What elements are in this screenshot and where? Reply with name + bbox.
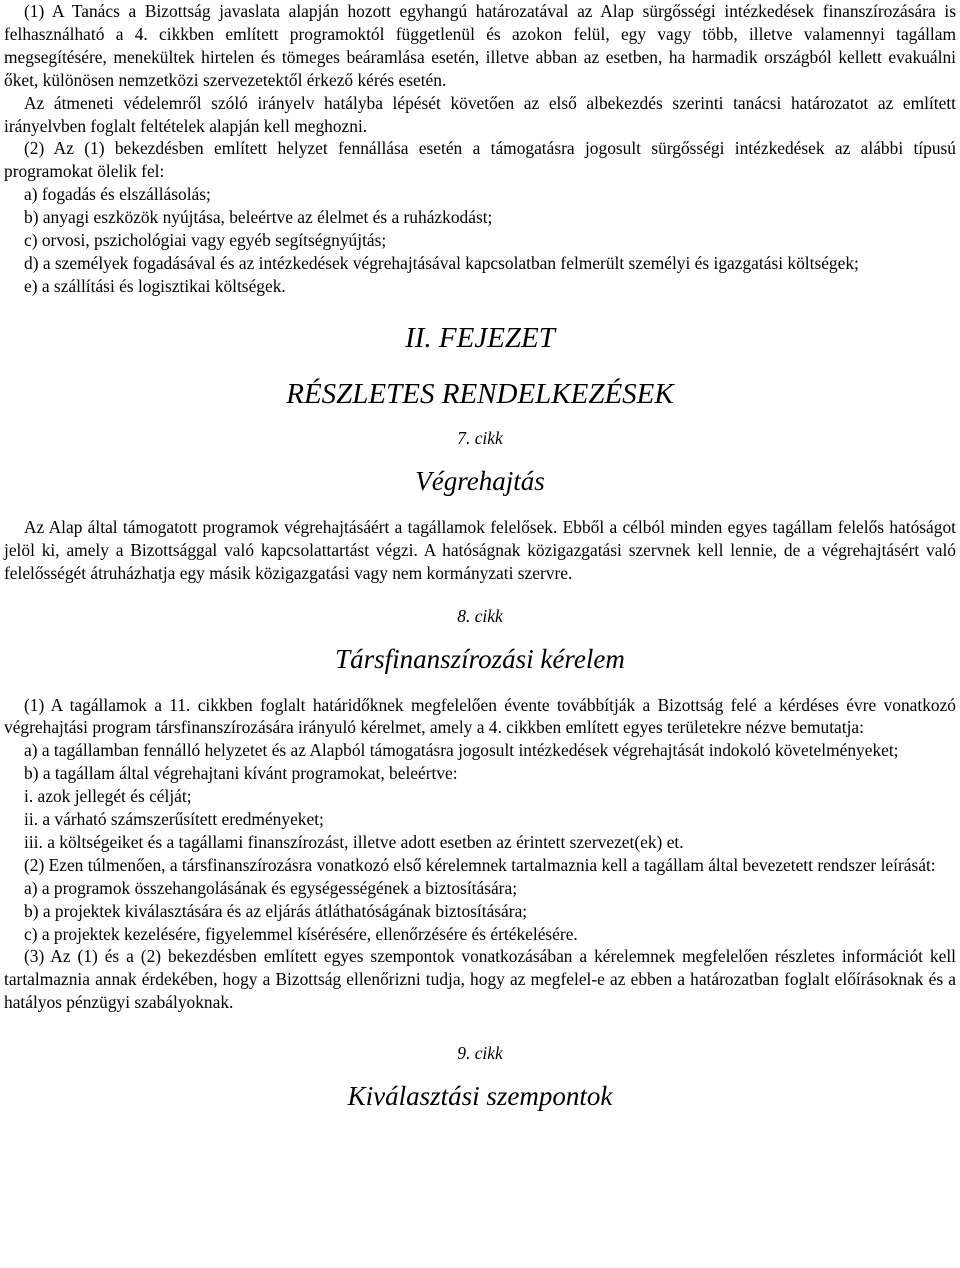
list-item: c) orvosi, pszichológiai vagy egyéb segítségnyújtás;: [24, 230, 387, 251]
list-item: b) anyagi eszközök nyújtása, beleértve az élelmet és a ruházkodást;: [24, 207, 493, 228]
list-item: iii. a költségeiket és a tagállami finanszírozást, illetve adott esetben az érintett szervezet(ek) et.: [24, 831, 684, 852]
article-label: 8. cikk: [457, 605, 503, 626]
list-item: a) a tagállamban fennálló helyzetet és az Alapból támogatásra jogosult intézkedések végrehajtását indokoló követelményeket;: [24, 740, 899, 761]
chapter-title: RÉSZLETES RENDELKEZÉSEK: [286, 377, 674, 410]
article-title: Kiválasztási szempontok: [347, 1081, 613, 1112]
paragraph: (1) A tagállamok a 11. cikkben foglalt határidőknek megfelelően évente továbbítják a Bizottság felé a kérdéses évre vonatkozó végrehajtási program társfinanszírozására irányuló kérelmet, amely a 4. cikkben említett egyes területekre nézve bemutatja:: [4, 694, 956, 738]
list-item: d) a személyek fogadásával és az intézkedések végrehajtásával kapcsolatban felmerült személyi és igazgatási költségek;: [24, 252, 859, 273]
list-item: a) a programok összehangolásának és egységességének a biztosítására;: [24, 877, 518, 898]
list-item: e) a szállítási és logisztikai költségek.: [24, 275, 286, 296]
paragraph: Az átmeneti védelemről szóló irányelv hatályba lépését követően az első albekezdés szerinti tanácsi határozatot az említett irányelvben foglalt feltételek alapján kell meghozni.: [4, 92, 956, 136]
article-title: Társfinanszírozási kérelem: [335, 643, 625, 674]
paragraph: (2) Az (1) bekezdésben említett helyzet fennállása esetén a támogatásra jogosult sürgősségi intézkedések az alábbi típusú programokat ölelik fel:: [4, 138, 956, 182]
list-item: b) a projektek kiválasztására és az eljárás átláthatóságának biztosítására;: [24, 900, 528, 921]
paragraph: (3) Az (1) és a (2) bekezdésben említett egyes szempontok vonatkozásában a kérelemnek megfelelően részletes információt kell tartalmaznia annak érdekében, hogy a Bizottság ellenőrizni tudja, hogy az megfelel-e az ebben a határozatban foglalt előírásoknak és a hatályos pénzügyi szabályoknak.: [4, 946, 956, 1013]
article-label: 9. cikk: [457, 1043, 503, 1064]
list-item: ii. a várható számszerűsített eredményeket;: [24, 809, 324, 830]
paragraph: (2) Ezen túlmenően, a társfinanszírozásra vonatkozó első kérelemnek tartalmaznia kell a tagállam által bevezetett rendszer leírását:: [24, 854, 936, 875]
list-item: b) a tagállam által végrehajtani kívánt programokat, beleértve:: [24, 763, 458, 784]
list-item: c) a projektek kezelésére, figyelemmel kísérésére, ellenőrzésére és értékelésére.: [24, 923, 578, 944]
chapter-number: II. FEJEZET: [405, 321, 555, 354]
list-item: a) fogadás és elszállásolás;: [24, 184, 211, 205]
article-title: Végrehajtás: [415, 465, 545, 496]
article-label: 7. cikk: [457, 427, 503, 448]
document-page: [4, 0, 956, 1112]
paragraph: Az Alap által támogatott programok végrehajtásáért a tagállamok felelősek. Ebből a célból minden egyes tagállam felelős hatóságot jelöl ki, amely a Bizottsággal való kapcsolattartást végzi. A hatóságnak közigazgatási szervnek kell lennie, de a végrehajtásért való felelősségét átruházhatja egy másik közigazgatási vagy nem kormányzati szervre.: [4, 516, 956, 583]
paragraph: (1) A Tanács a Bizottság javaslata alapján hozott egyhangú határozatával az Alap sürgősségi intézkedések finanszírozására is felhasználható a 4. cikkben említett programoktól függetlenül és azokon felül, egy vagy több, illetve valamennyi tagállam megsegítésére, menekültek hirtelen és tömeges beáramlása esetén, illetve abban az esetben, ha harmadik országból kellett evakuálni őket, különösen nemzetközi szervezetektől érkező kérés esetén.: [4, 1, 956, 90]
list-item: i. azok jellegét és célját;: [24, 786, 192, 807]
